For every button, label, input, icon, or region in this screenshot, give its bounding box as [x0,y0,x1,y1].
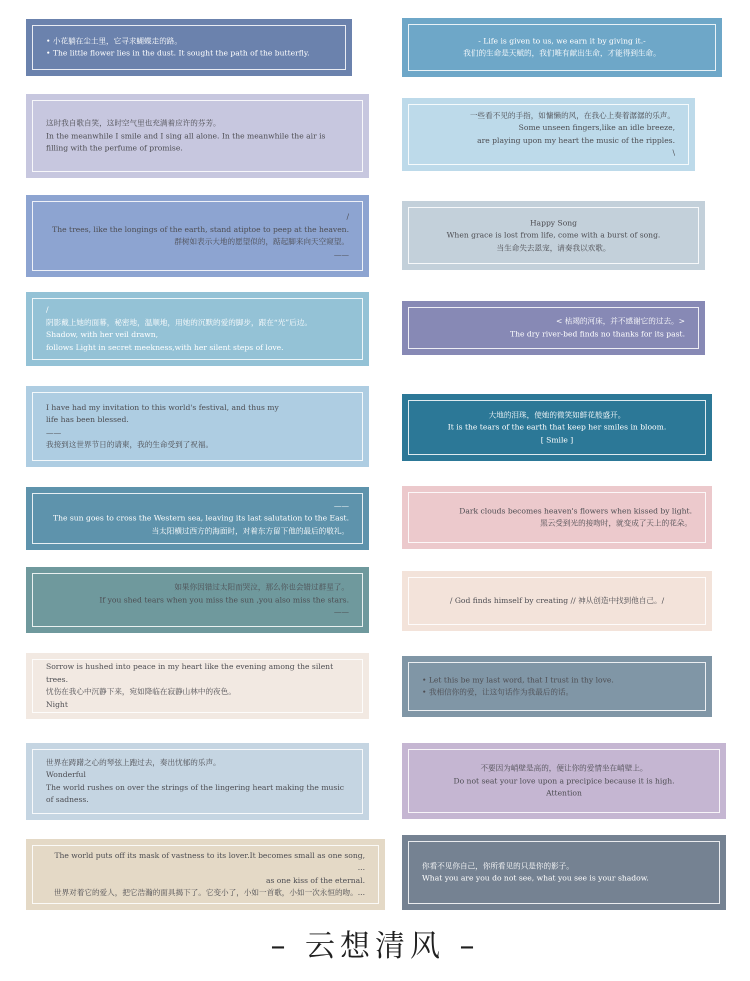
quote-text: - Life is given to us, we earn it by giving it.- 我们的生命是天赋的，我们唯有献出生命，才能得到生命。 [463,36,661,58]
quote-card [402,486,712,549]
quote-card [402,98,695,171]
quote-text: • 小花躺在尘土里，它寻求蝴蝶走的路。 • The little flower lies in the dust. It sought the path of the butterfly. [46,36,310,58]
quote-text: 如果你因错过太阳而哭泣，那么你也会错过群星了。 If you shed tears when you miss the sun ,you also miss the stars. —— [99,582,349,617]
quote-card [26,487,369,550]
quote-card [26,195,369,277]
quote-text: —— The sun goes to cross the Western sea, leaving its last salutation to the East. 当太阳横过西方的海面时，对着东方留下他的最后的敬礼。 [53,500,349,535]
quote-card [26,839,385,910]
quote-card [26,743,369,820]
quote-text: 世界在踌躇之心的琴弦上跑过去，奏出忧郁的乐声。 Wonderful The world rushes on over the strings of the lingering heart making the music of sadness. [46,757,345,804]
quote-text: < 枯竭的河床，并不感谢它的过去。> The dry river-bed finds no thanks for its past. [510,316,685,338]
quote-card [402,571,712,631]
quote-card [26,653,369,719]
quote-card [26,567,369,633]
quote-card [26,94,369,178]
footer-title: – 云想清风 – [270,929,480,964]
quote-text: 一些看不见的手指，如慵懒的风，在我心上奏着潺潺的乐声。 Some unseen fingers,like an idle breeze, are playing upon my heart the music of the ripples. \ [469,110,675,157]
quote-card [402,743,726,819]
quote-text: Sorrow is hushed into peace in my heart like the evening among the silent trees. 忧伤在我心中沉静下来，宛如降临在寂静山林中的夜色。 Night [46,662,334,709]
quote-text: I have had my invitation to this world's festival, and thus my life has been blessed. —— 我接到这世界节日的请柬，我的生命受到了祝福。 [46,402,279,449]
quote-card [402,394,712,461]
quote-card [402,656,712,717]
quote-card [26,19,352,76]
quote-text: / 阴影戴上她的面幕，秘密地，温顺地，用她的沉默的爱的脚步，跟在“光”后边。 Shadow, with her veil drawn, follows Light in secret meekness,with her silent steps of love. [46,305,312,352]
quote-text: Dark clouds becomes heaven's flowers when kissed by light. 黑云受到光的接吻时，就变成了天上的花朵。 [459,506,692,528]
quote-text: 这时我自歌自笑，这时空气里也充满着应许的芬芳。 In the meanwhile I smile and I sing all alone. In the meanwhile the air is filling with the perfume of promise. [46,118,326,153]
quote-text: / God finds himself by creating // 神从创造中找到他自己。/ [449,595,665,605]
quote-text: / The trees, like the longings of the earth, stand atiptoe to peep at the heaven. 群树如表示大地的愿望似的，踮起脚来向天空窥望。 —— [52,212,349,259]
quote-text: Happy Song When grace is lost from life, come with a burst of song. 当生命失去恩宠，请奏我以欢歌。 [446,217,661,252]
quote-text: 你看不见你自己，你所看见的只是你的影子。 What you are you do not see, what you see is your shadow. [422,861,649,883]
quote-text: The world puts off its mask of vastness to its lover.It becomes small as one song, ... as one kiss of the eternal. 世界对着它的爱人，把它浩瀚的面具揭下了。它变小了，小如一首歌，小如一次永恒的吻。... [54,850,365,897]
quote-text: 不要因为峭壁是高的，便让你的爱情坐在峭壁上。 Do not seat your love upon a precipice because it is high. Attention [453,763,675,798]
quote-card [402,201,705,270]
quote-card [26,386,369,467]
quote-card [402,835,726,910]
quote-text: • Let this be my last word, that I trust in thy love. • 我相信你的爱，让这句话作为我最后的话。 [422,675,614,697]
quote-card [402,18,722,77]
quote-text: 大地的泪珠，使她的微笑如鲜花般盛开。 It is the tears of the earth that keep her smiles in bloom. [ Smile ] [447,409,667,444]
quote-card [402,301,705,355]
quote-card [26,292,369,366]
